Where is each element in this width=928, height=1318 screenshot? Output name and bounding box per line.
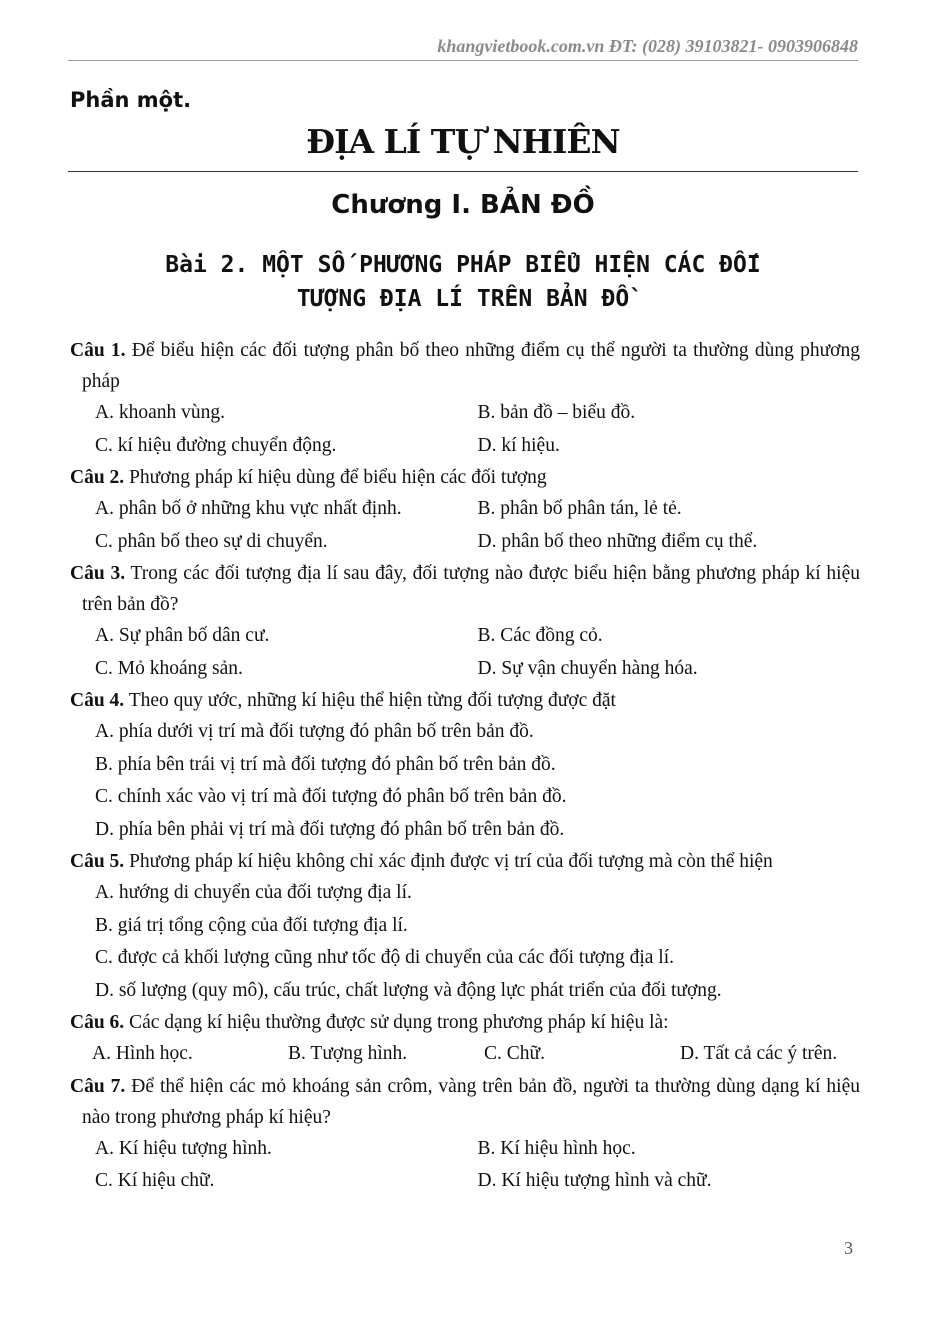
part-label: Phần một. — [70, 88, 192, 112]
question-text: Các dạng kí hiệu thường được sử dụng trong phương pháp kí hiệu là: — [129, 1012, 669, 1033]
option-b: B. phía bên trái vị trí mà đối tượng đó phân bố trên bản đồ. — [95, 753, 556, 775]
option-row — [70, 493, 860, 526]
question-6 — [70, 1007, 860, 1071]
option-row — [70, 430, 860, 463]
question-stem — [70, 846, 860, 877]
question-2 — [70, 462, 860, 558]
option-d: D. Sự vận chuyển hàng hóa. — [477, 657, 698, 679]
question-stem — [70, 335, 860, 397]
option-row — [70, 526, 860, 559]
question-stem — [70, 685, 860, 716]
option-a: A. phía dưới vị trí mà đối tượng đó phân bố trên bản đồ. — [95, 721, 534, 742]
page-header: khangvietbook.com.vn ĐT: (028) 39103821- 0903906848 — [437, 36, 858, 56]
option-a: A. hướng di chuyển của đối tượng địa lí. — [95, 882, 412, 903]
option-c: C. kí hiệu đường chuyển động. — [95, 434, 337, 456]
option-c: C. Kí hiệu chữ. — [95, 1170, 215, 1191]
option-d: D. phân bố theo những điểm cụ thể. — [477, 530, 758, 552]
question-7 — [70, 1071, 860, 1198]
question-list — [70, 335, 860, 1198]
chapter-title: Chương I. BẢN ĐỒ — [331, 190, 595, 220]
page-number: 3 — [844, 1238, 853, 1258]
option-row — [70, 1133, 860, 1166]
option-b: B. phân bố phân tán, lẻ tẻ. — [477, 498, 682, 519]
option-row — [70, 653, 860, 686]
option-b: B. giá trị tổng cộng của đối tượng địa lí. — [95, 914, 408, 936]
question-text: Để biểu hiện các đối tượng phân bố theo những điểm cụ thể người ta thường dùng phương pháp — [82, 340, 860, 392]
lesson-title-line2: TƯỢNG ĐỊA LÍ TRÊN BẢN ĐỒ — [296, 286, 630, 312]
question-stem — [70, 462, 860, 493]
question-stem — [70, 1071, 860, 1133]
main-title: ĐỊA LÍ TỰ NHIÊN — [306, 122, 620, 161]
option-b: B. Tượng hình. — [288, 1043, 408, 1064]
question-5 — [70, 846, 860, 1007]
option-row — [70, 620, 860, 653]
option-d: D. kí hiệu. — [477, 434, 560, 456]
option-row — [70, 397, 860, 430]
question-label: Câu 4. — [70, 690, 125, 711]
option-a: A. Kí hiệu tượng hình. — [95, 1137, 272, 1159]
option-b: B. Các đồng cỏ. — [477, 625, 603, 646]
question-text: Theo quy ước, những kí hiệu thể hiện từng đối tượng được đặt — [128, 690, 616, 711]
question-label: Câu 1. — [70, 340, 126, 361]
question-text: Để thể hiện các mỏ khoáng sản crôm, vàng trên bản đồ, người ta thường dùng dạng kí hiệu nào trong phương pháp kí hiệu? — [82, 1075, 860, 1128]
question-label: Câu 7. — [70, 1075, 126, 1097]
title-divider — [68, 171, 858, 172]
option-c: C. Chữ. — [484, 1043, 545, 1064]
question-stem — [70, 1007, 860, 1038]
option-row — [70, 1165, 860, 1198]
option-d: D. Kí hiệu tượng hình và chữ. — [477, 1170, 712, 1191]
question-text: Trong các đối tượng địa lí sau đây, đối tượng nào được biểu hiện bằng phương pháp kí hiệu trên bản đồ? — [82, 563, 860, 615]
option-a: A. khoanh vùng. — [95, 402, 225, 423]
question-label: Câu 3. — [70, 563, 126, 584]
option-a: A. Sự phân bố dân cư. — [95, 625, 270, 646]
option-d: D. số lượng (quy mô), cấu trúc, chất lượng và động lực phát triển của đối tượng. — [95, 979, 722, 1001]
option-d: D. Tất cả các ý trên. — [680, 1043, 838, 1064]
option-b: B. Kí hiệu hình học. — [477, 1137, 636, 1159]
header-divider — [68, 60, 858, 61]
lesson-title — [68, 248, 858, 316]
option-d: D. phía bên phải vị trí mà đối tượng đó phân bố trên bản đồ. — [95, 818, 565, 840]
question-label: Câu 2. — [70, 467, 125, 488]
option-a: A. Hình học. — [92, 1043, 193, 1064]
question-text: Phương pháp kí hiệu dùng để biểu hiện các đối tượng — [129, 467, 547, 488]
question-label: Câu 6. — [70, 1012, 125, 1033]
option-c: C. Mỏ khoáng sản. — [95, 657, 243, 679]
question-4 — [70, 685, 860, 846]
question-label: Câu 5. — [70, 851, 125, 872]
lesson-title-line1: Bài 2. MỘT SỐ PHƯƠNG PHÁP BIỂU HIỆN CÁC ĐỐI — [165, 252, 761, 278]
option-c: C. chính xác vào vị trí mà đối tượng đó phân bố trên bản đồ. — [95, 786, 567, 807]
question-stem — [70, 558, 860, 620]
option-a: A. phân bố ở những khu vực nhất định. — [95, 498, 402, 519]
question-3 — [70, 558, 860, 685]
option-c: C. phân bố theo sự di chuyển. — [95, 530, 328, 552]
question-1 — [70, 335, 860, 462]
option-c: C. được cả khối lượng cũng như tốc độ di chuyển của các đối tượng địa lí. — [95, 947, 674, 968]
option-row — [70, 1038, 860, 1071]
option-b: B. bản đồ – biểu đồ. — [477, 402, 636, 423]
question-text: Phương pháp kí hiệu không chỉ xác định được vị trí của đối tượng mà còn thể hiện — [129, 851, 773, 872]
